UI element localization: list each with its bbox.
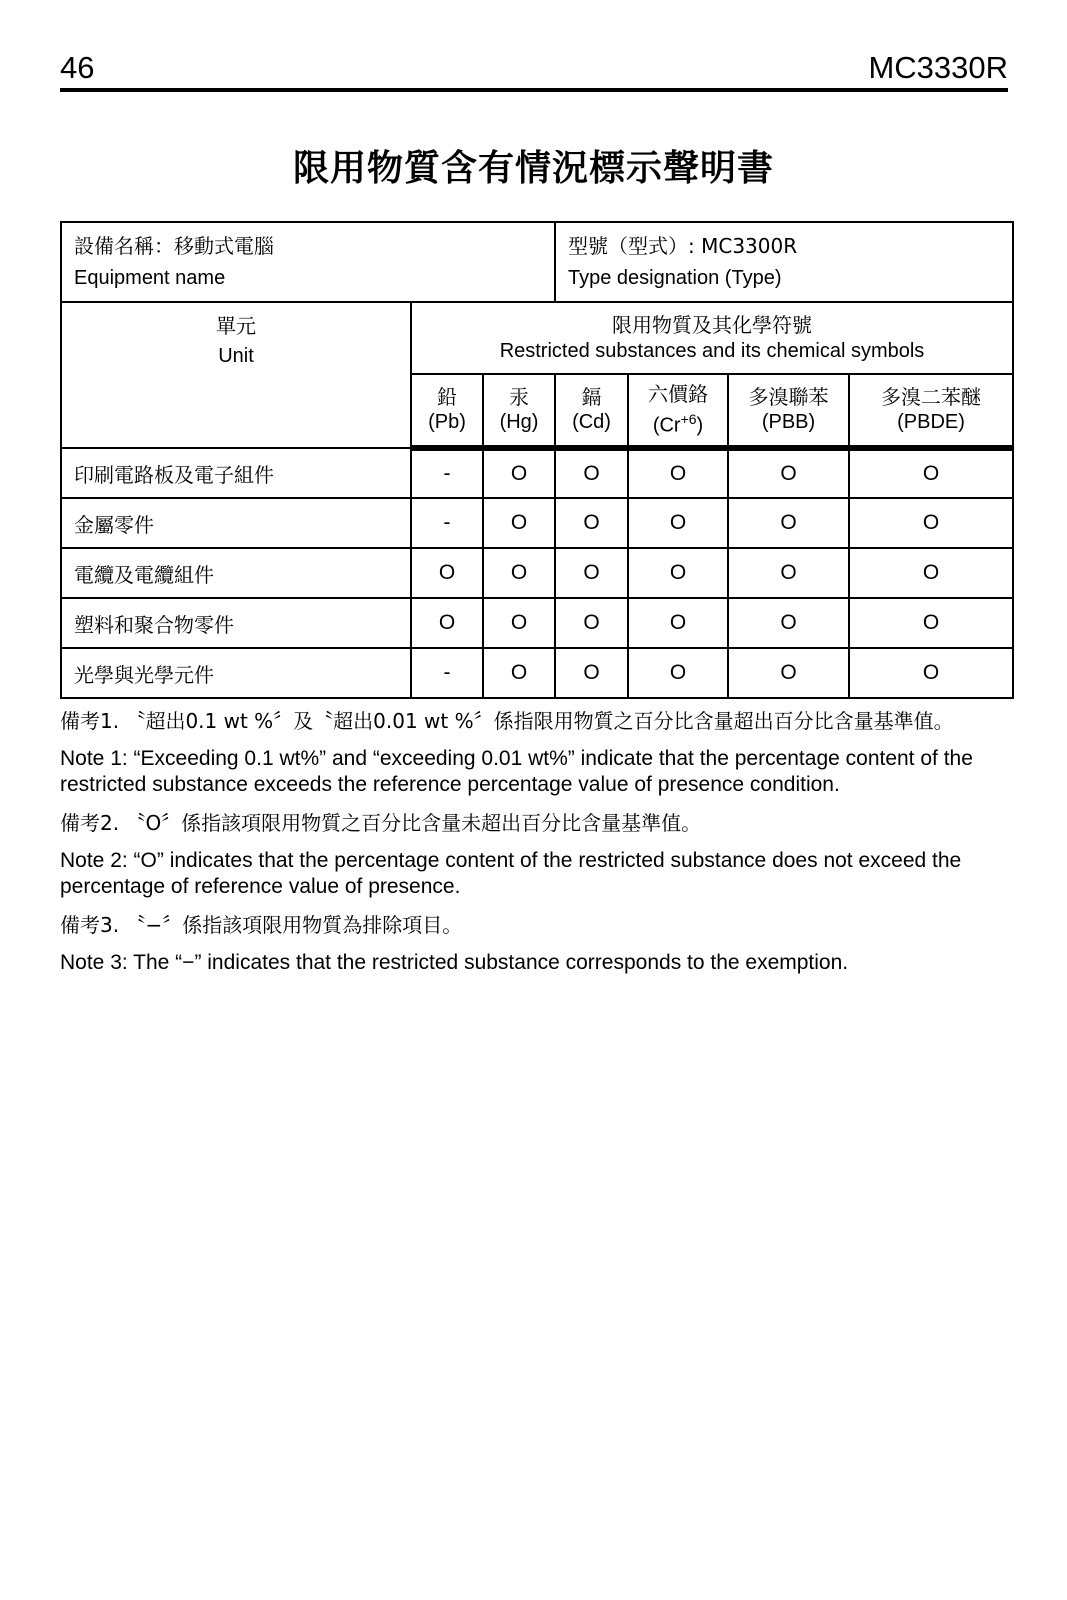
table-cell: O: [849, 648, 1013, 698]
table-cell: O: [849, 448, 1013, 498]
column-name: 汞: [509, 385, 529, 409]
type-designation-en: Type designation (Type): [568, 267, 782, 289]
type-designation-zh: 型號（型式）: MC3300R: [568, 234, 798, 258]
row-label: 印刷電路板及電子組件: [61, 448, 411, 498]
symbol-base: (Cr: [652, 414, 681, 437]
table-cell: O: [728, 648, 849, 698]
column-name: 鎘: [581, 385, 602, 409]
equipment-name-zh: 設備名稱：移動式電腦: [74, 234, 274, 258]
table-cell: O: [849, 548, 1013, 598]
table-cell: O: [555, 548, 628, 598]
table-cell: O: [411, 598, 483, 648]
chemical-symbol: (PBB): [761, 411, 816, 433]
table-cell: O: [628, 648, 728, 698]
column-header-pb: [411, 374, 483, 448]
column-header-cr6: [628, 374, 728, 448]
note-3-en: Note 3: The “−” indicates that the restricted substance corresponds to the exemption.: [60, 951, 849, 974]
table-cell: O: [628, 598, 728, 648]
table-cell: O: [728, 498, 849, 548]
table-row: [61, 448, 1013, 498]
table-cell: O: [728, 548, 849, 598]
table-cell: O: [628, 548, 728, 598]
table-cell: O: [849, 598, 1013, 648]
column-header-hg: [483, 374, 555, 448]
table-cell: O: [483, 498, 555, 548]
model-name: MC3330R: [868, 50, 1008, 85]
chemical-symbol: (Pb): [428, 411, 466, 433]
table-cell: O: [411, 548, 483, 598]
table-cell: O: [555, 648, 628, 698]
table-cell: O: [483, 548, 555, 598]
note-2-zh: 備考2. 〝O〞係指該項限用物質之百分比含量未超出百分比含量基準值。: [60, 811, 702, 835]
unit-label-zh: 單元: [216, 314, 256, 338]
table-cell: O: [483, 598, 555, 648]
column-name: 多溴二苯醚: [881, 385, 982, 409]
note-2-en: Note 2: “O” indicates that the percentage content of the restricted substance does not exceed the percentage of reference value of presence.: [60, 849, 962, 898]
table-cell: -: [411, 498, 483, 548]
unit-header-cell: [61, 302, 411, 448]
substances-label-zh: 限用物質及其化學符號: [612, 313, 812, 337]
chemical-symbol: (Cd): [572, 411, 611, 433]
notes-section: [60, 708, 1012, 988]
note-1-zh: 備考1. 〝超出0.1 wt %〞及〝超出0.01 wt %〞係指限用物質之百分比含量超出百分比含量基準值。: [60, 709, 954, 733]
substances-header-cell: [411, 302, 1013, 374]
table-cell: -: [411, 648, 483, 698]
row-label: 光學與光學元件: [61, 648, 411, 698]
page-header: [60, 48, 1008, 92]
row-label: 金屬零件: [61, 498, 411, 548]
chemical-symbol: (PBDE): [897, 411, 965, 433]
table-row: [61, 648, 1013, 698]
chemical-symbol: [629, 407, 727, 439]
symbol-end: ): [696, 414, 704, 437]
column-header-pbb: [728, 374, 849, 448]
column-header-cd: [555, 374, 628, 448]
symbol-superscript: +6: [680, 410, 697, 427]
equipment-name-en: Equipment name: [74, 267, 226, 289]
equipment-info-row: [61, 222, 1013, 302]
page-title: 限用物質含有情況標示聲明書: [292, 148, 774, 189]
column-name: 多溴聯苯: [748, 385, 829, 409]
row-label: 塑料和聚合物零件: [61, 598, 411, 648]
table-row: [61, 548, 1013, 598]
table-cell: -: [411, 448, 483, 498]
unit-label-en: Unit: [218, 345, 254, 367]
table-cell: O: [555, 448, 628, 498]
table-cell: O: [728, 598, 849, 648]
equipment-name-cell: [61, 222, 555, 302]
table-cell: O: [628, 498, 728, 548]
row-label: 電纜及電纜組件: [61, 548, 411, 598]
column-name: 六價鉻: [648, 381, 709, 406]
substances-label-en: Restricted substances and its chemical symbols: [499, 340, 925, 362]
table-cell: O: [555, 598, 628, 648]
table-cell: O: [849, 498, 1013, 548]
note-3-zh: 備考3. 〝−〞係指該項限用物質為排除項目。: [60, 913, 463, 937]
type-designation-cell: [555, 222, 1013, 302]
restricted-substances-table: [60, 221, 1014, 699]
page-number: 46: [60, 50, 95, 85]
column-header-pbde: [849, 374, 1013, 448]
table-cell: O: [483, 448, 555, 498]
table-cell: O: [728, 448, 849, 498]
table-cell: O: [555, 498, 628, 548]
table-cell: O: [628, 448, 728, 498]
table-row: [61, 598, 1013, 648]
note-1-en: Note 1: “Exceeding 0.1 wt%” and “exceeding 0.01 wt%” indicate that the percentage content of the restricted substance exceeds the reference percentage value of presence condition.: [60, 747, 973, 796]
table-row: [61, 498, 1013, 548]
column-name: 鉛: [437, 385, 457, 409]
chemical-symbol: (Hg): [499, 411, 539, 433]
substances-header-row: [61, 302, 1013, 374]
table-cell: O: [483, 648, 555, 698]
